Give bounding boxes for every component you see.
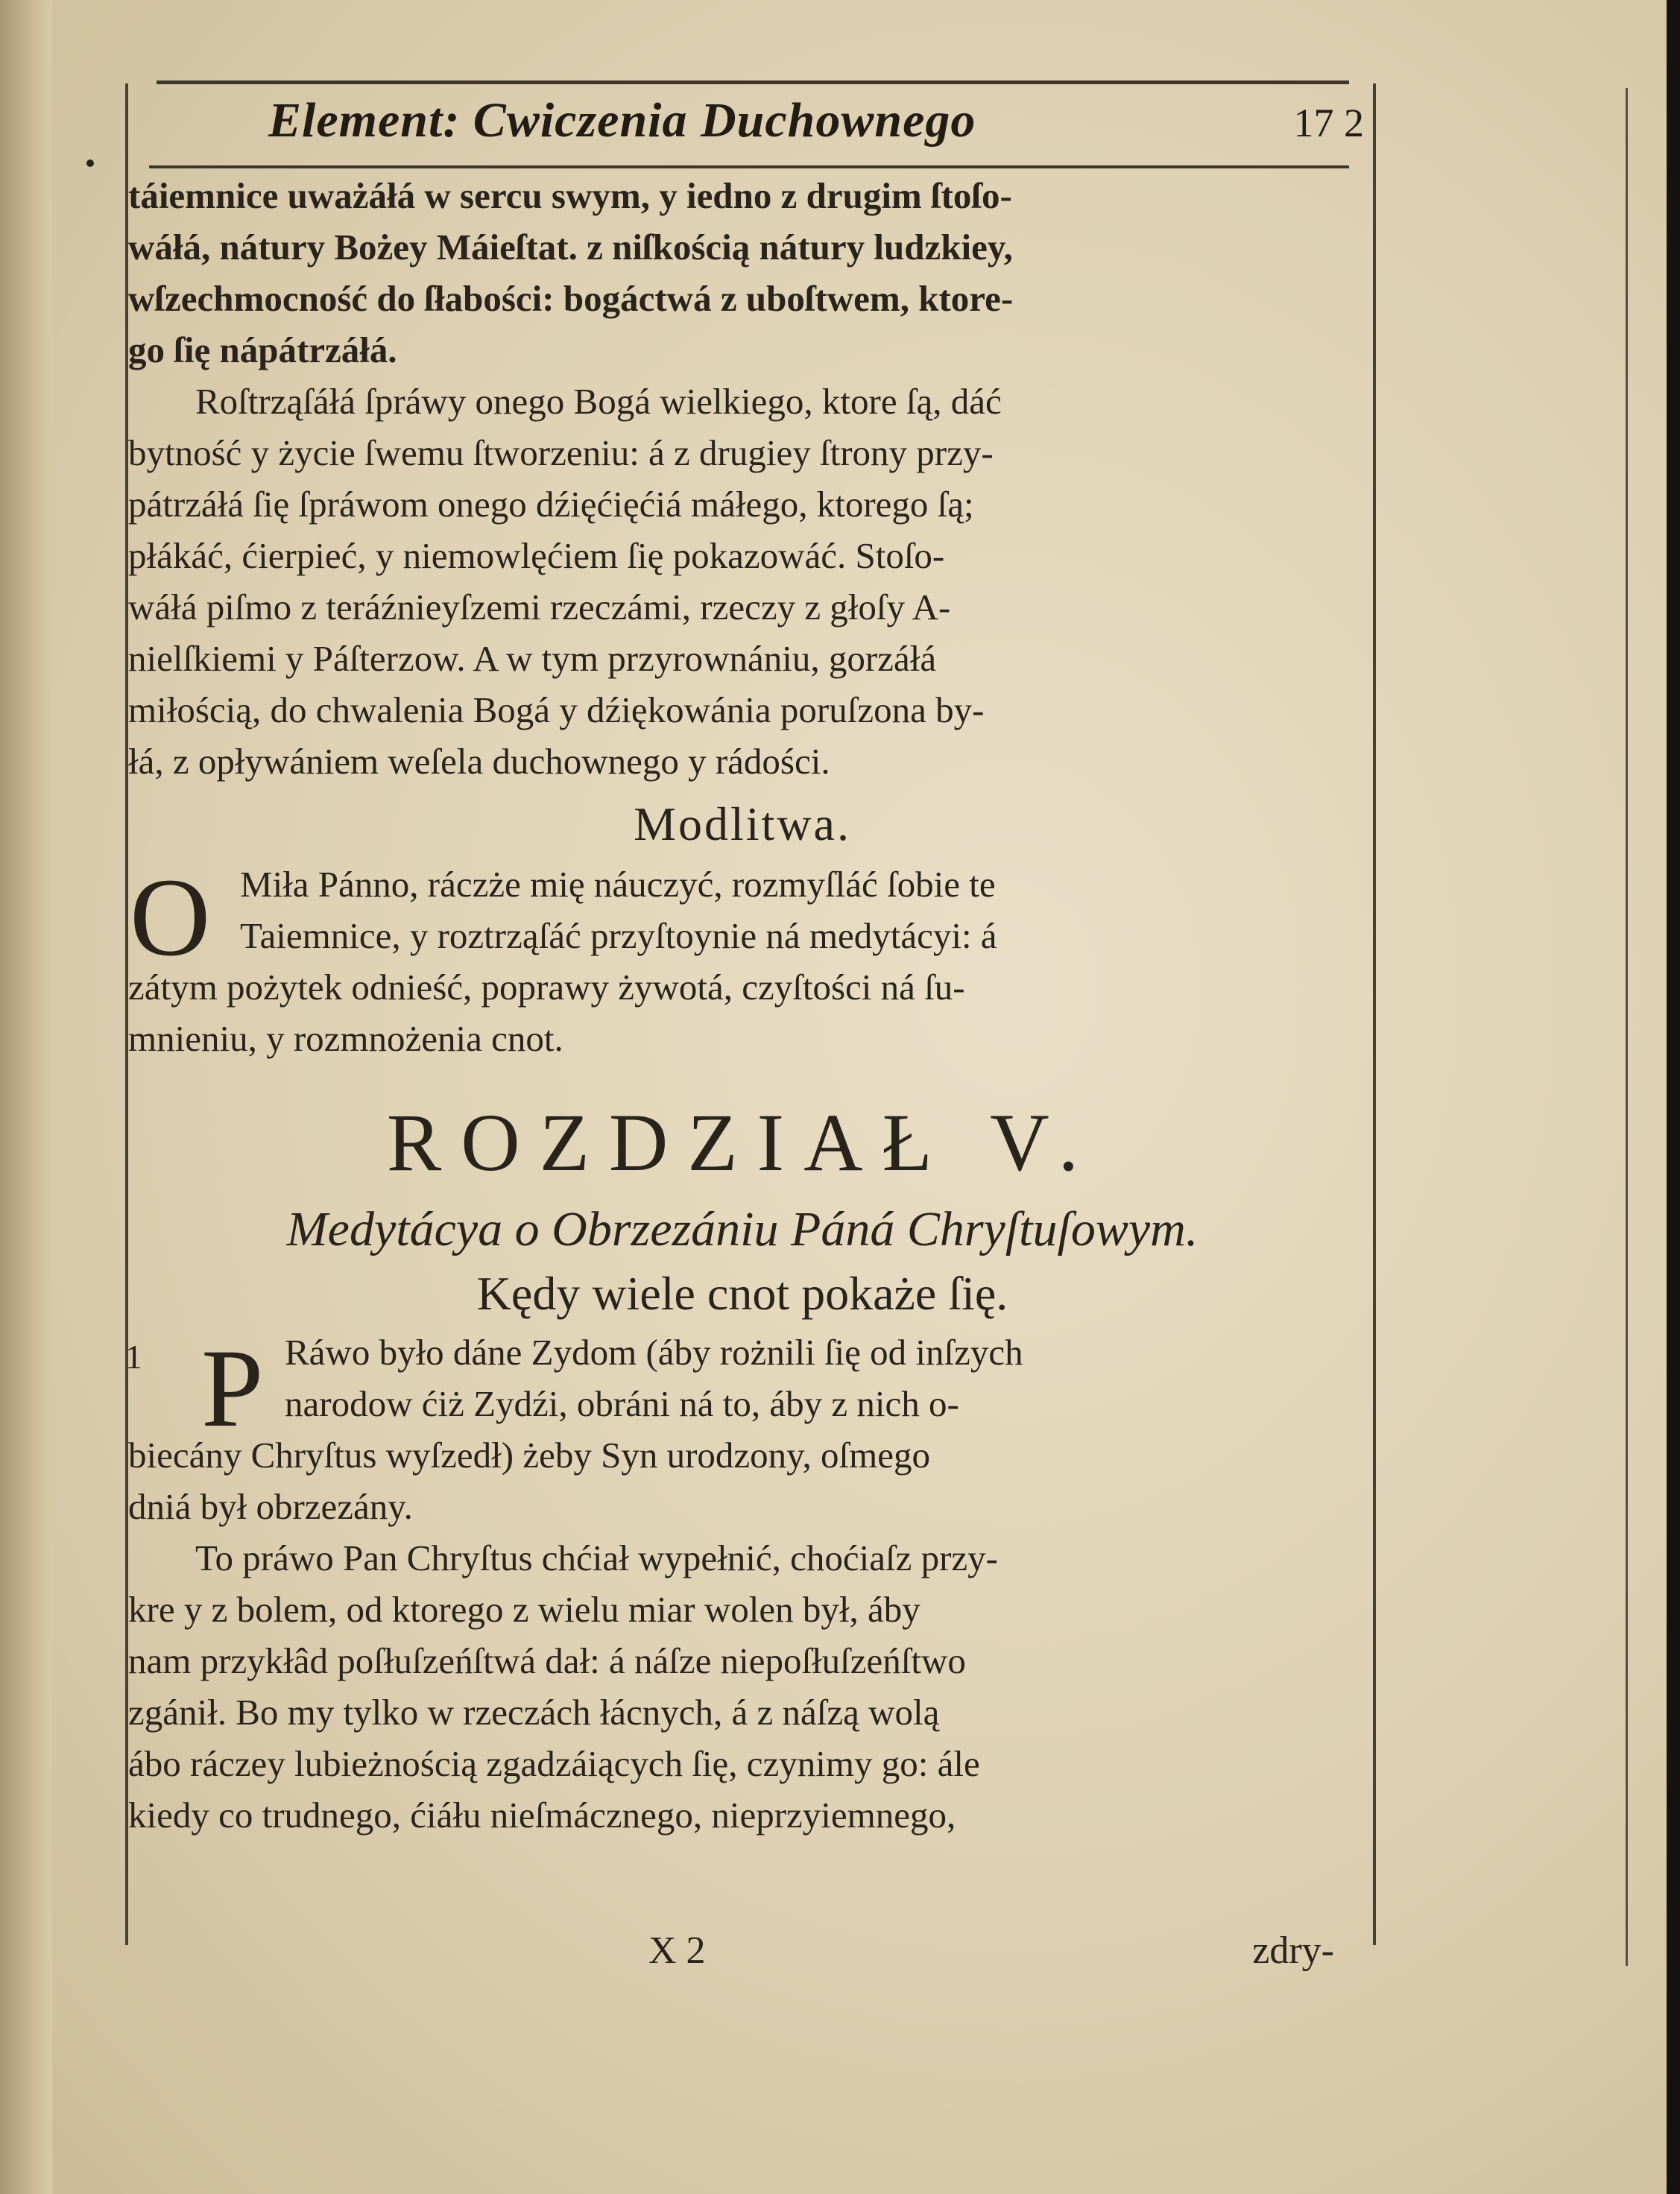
paragraph-1 [128,170,1357,376]
text-line: zgánił. Bo my tylko w rzeczách łácnych, á z náſzą wolą [128,1692,940,1733]
text-line: nam przykłâd poſłuſzeńſtwá dał: á náſze niepoſłuſzeńſtwo [128,1640,966,1681]
running-title: Element: Cwiczenia Duchownego [268,93,976,148]
chapter-title: ROZDZIAŁ V. [386,1097,1099,1188]
text-line: Taiemnice, y roztrząſáć przyſtoynie ná medytácyi: á [240,915,997,956]
page-footer [119,1929,1357,1988]
page-number: 17 2 [1293,101,1364,145]
signature-mark: X 2 [648,1929,706,1972]
text-line: To práwo Pan Chryſtus chćiał wypełnić, choćiaſz przy- [195,1537,998,1578]
text-line: wáłá, nátury Bożey Máieſtat. z niſkością nátury ludzkiey, [128,227,1013,268]
paragraph-2 [128,376,1357,787]
text-line: go ſię nápátrzáłá. [128,329,397,370]
prayer-block [128,856,1357,1064]
page-gutter [0,0,52,2194]
prayer-text [128,856,1357,1064]
text-line: nielſkiemi y Páſterzow. A w tym przyrownániu, gorzáłá [128,638,937,679]
text-line: zátym pożytek odnieść, poprawy żywotá, czyſtości ná ſu- [128,967,965,1008]
text-line: płákáć, ćierpieć, y niemowlęćiem ſię pokazowáć. Stoſo- [128,535,945,576]
chapter-subtitle: Medytácya o Obrzezániu Páná Chryſtuſowym. [286,1202,1199,1256]
text-line: kre y z bolem, od ktorego z wielu miar wolen był, áby [128,1589,920,1630]
header-rule [149,165,1349,168]
text-line: pátrzáłá ſię ſpráwom onego dźięćięćiá máłego, ktorego ſą; [128,484,974,525]
text-line: Roſtrząſáłá ſpráwy onego Bogá wielkiego, ktore ſą, dáć [195,381,1002,422]
body-text [125,170,1357,1841]
text-line: narodow ćiż Zydźi, obráni ná to, áby z nich o- [285,1383,959,1424]
outer-margin-rule [1626,88,1628,1966]
text-line: bytność y życie ſwemu ſtworzeniu: á z drugiey ſtrony przy- [128,432,994,473]
frame-top-rule [157,80,1349,84]
text-line: mnieniu, y rozmnożenia cnot. [128,1018,563,1059]
text-line: táiemnice uważáłá w sercu swym, y iedno z drugim ſtoſo- [128,175,1012,216]
page-header [268,92,1364,159]
page-edge-shadow [1667,0,1680,2194]
drop-cap-initial: O [130,856,211,979]
text-line: miłością, do chwalenia Bogá y dźiękowánia poruſzona by- [128,689,985,730]
text-line: wſzechmocność do ſłabości: bogáctwá z uboſtwem, ktore- [128,278,1014,319]
chapter-subtitle-2: Kędy wiele cnot pokaże ſię. [476,1267,1008,1320]
section-number: 1 [125,1338,142,1376]
text-line: kiedy co trudnego, ćiáłu nieſmácznego, nieprzyiemnego, [128,1795,956,1836]
catchword: zdry- [1252,1929,1334,1972]
section-2-text [128,1532,1357,1841]
section-1-block [125,1327,1357,1532]
text-line: łá, z opływániem weſela duchownego y rádości. [128,741,830,782]
prayer-title: Modlitwa. [634,797,851,850]
section-1-text [128,1327,1357,1532]
margin-mark [86,159,94,167]
text-line: Ráwo było dáne Zydom (áby rożnili ſię od inſzych [285,1332,1023,1373]
text-line: ábo ráczey lubieżnością zgadzáiących ſię, czynimy go: ále [128,1743,980,1784]
text-line: dniá był obrzezány. [128,1486,413,1527]
text-line: biecány Chryſtus wyſzedł) żeby Syn urodzony, oſmego [128,1435,930,1476]
text-line: Miła Pánno, ráczże mię náuczyć, rozmyſláć ſobie te [240,864,996,905]
text-line: wáłá piſmo z teráźnieyſzemi rzeczámi, rzeczy z głoſy A- [128,587,951,627]
drop-cap-initial: P [201,1327,264,1450]
